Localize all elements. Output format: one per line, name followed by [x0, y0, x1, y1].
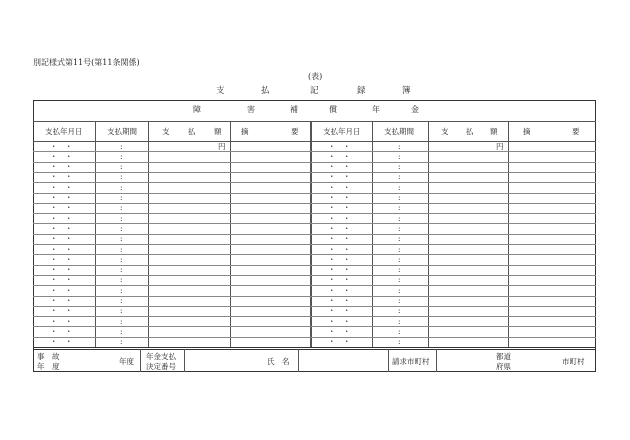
period-separator: :	[120, 193, 123, 202]
period-separator: :	[120, 316, 123, 326]
date-placeholder: ・ ・	[328, 182, 351, 192]
accident-year-label-bottom: 年 度	[37, 362, 60, 371]
date-placeholder: ・ ・	[328, 275, 351, 285]
date-placeholder: ・ ・	[50, 203, 73, 213]
col-header-amount-left-3: 額	[214, 127, 222, 136]
date-placeholder: ・ ・	[328, 193, 351, 202]
grid-line	[33, 234, 596, 235]
col-header-period-right: 支払期間	[384, 127, 414, 136]
date-placeholder: ・ ・	[50, 275, 73, 285]
year-suffix: 年度	[119, 357, 134, 366]
date-placeholder: ・ ・	[328, 285, 351, 295]
yen-unit: 円	[218, 141, 226, 151]
date-placeholder: ・ ・	[328, 337, 351, 347]
grid-line	[33, 203, 596, 204]
municipality-label: 請求市町村	[392, 357, 430, 366]
period-separator: :	[120, 162, 123, 172]
date-placeholder: ・ ・	[328, 141, 351, 151]
banner-char-5: 年	[372, 105, 380, 114]
period-separator: :	[120, 182, 123, 192]
period-separator: :	[398, 213, 401, 223]
grid-line	[33, 244, 596, 245]
grid-line	[33, 162, 596, 163]
title-char-1: 支	[216, 86, 225, 96]
date-placeholder: ・ ・	[328, 316, 351, 326]
grid-line	[436, 349, 437, 372]
period-separator: :	[398, 296, 401, 305]
date-placeholder: ・ ・	[50, 193, 73, 202]
period-separator: :	[120, 337, 123, 347]
period-separator: :	[398, 337, 401, 347]
title-char-3: 記	[310, 86, 319, 96]
period-separator: :	[398, 244, 401, 254]
date-placeholder: ・ ・	[328, 234, 351, 244]
date-placeholder: ・ ・	[50, 254, 73, 264]
date-placeholder: ・ ・	[50, 182, 73, 192]
date-placeholder: ・ ・	[328, 296, 351, 305]
form-number: 別記様式第11号(第11条関係)	[33, 58, 140, 67]
grid-line	[33, 223, 596, 224]
pension-number-label-top: 年金支払	[146, 352, 176, 361]
grid-line	[298, 349, 299, 372]
date-placeholder: ・ ・	[50, 285, 73, 295]
period-separator: :	[398, 234, 401, 244]
date-placeholder: ・ ・	[50, 326, 73, 336]
prefecture-label-bottom: 府県	[496, 362, 511, 371]
grid-line	[33, 306, 596, 307]
period-separator: :	[120, 151, 123, 161]
col-header-amount-left-2: 払	[188, 127, 196, 136]
date-placeholder: ・ ・	[328, 162, 351, 172]
period-separator: :	[120, 223, 123, 233]
col-header-amount-right-2: 払	[466, 127, 474, 136]
banner-char-1: 障	[193, 105, 201, 114]
period-separator: :	[398, 182, 401, 192]
title-char-5: 簿	[402, 86, 411, 96]
period-separator: :	[398, 172, 401, 182]
date-placeholder: ・ ・	[50, 265, 73, 275]
period-separator: :	[398, 162, 401, 172]
period-separator: :	[398, 326, 401, 336]
grid-line	[33, 275, 596, 276]
pension-number-label-bottom: 決定番号	[146, 362, 176, 371]
date-placeholder: ・ ・	[50, 223, 73, 233]
name-label: 氏 名	[267, 357, 290, 366]
col-header-remarks-right-2: 要	[572, 127, 580, 136]
grid-line	[388, 349, 389, 372]
grid-line	[140, 349, 141, 372]
prefecture-label-top: 都道	[496, 352, 511, 361]
col-header-amount-right-3: 額	[490, 127, 498, 136]
period-separator: :	[120, 213, 123, 223]
grid-line	[33, 193, 596, 194]
grid-line	[33, 285, 596, 286]
date-placeholder: ・ ・	[50, 162, 73, 172]
grid-line	[33, 141, 596, 142]
date-placeholder: ・ ・	[328, 326, 351, 336]
date-placeholder: ・ ・	[50, 213, 73, 223]
date-placeholder: ・ ・	[328, 306, 351, 316]
period-separator: :	[398, 285, 401, 295]
banner-char-2: 害	[247, 105, 255, 114]
period-separator: :	[120, 275, 123, 285]
date-placeholder: ・ ・	[50, 172, 73, 182]
grid-line	[33, 182, 596, 183]
period-separator: :	[120, 296, 123, 305]
grid-line	[33, 296, 596, 297]
title-char-4: 録	[357, 86, 366, 96]
col-header-remarks-left-1: 摘	[241, 127, 249, 136]
period-separator: :	[120, 172, 123, 182]
banner-char-3: 補	[290, 105, 298, 114]
grid-line	[33, 254, 596, 255]
period-separator: :	[398, 265, 401, 275]
date-placeholder: ・ ・	[50, 306, 73, 316]
date-placeholder: ・ ・	[328, 213, 351, 223]
date-placeholder: ・ ・	[50, 244, 73, 254]
col-header-amount-right-1: 支	[441, 127, 449, 136]
period-separator: :	[398, 306, 401, 316]
grid-line	[33, 121, 596, 122]
col-header-remarks-right-1: 摘	[523, 127, 531, 136]
period-separator: :	[398, 203, 401, 213]
period-separator: :	[398, 223, 401, 233]
date-placeholder: ・ ・	[328, 151, 351, 161]
period-separator: :	[120, 244, 123, 254]
period-separator: :	[120, 265, 123, 275]
banner-char-6: 金	[411, 105, 419, 114]
banner-char-4: 償	[329, 105, 337, 114]
grid-line	[33, 316, 596, 317]
col-header-date-left: 支払年月日	[45, 127, 83, 136]
period-separator: :	[120, 203, 123, 213]
grid-line	[33, 326, 596, 327]
period-separator: :	[120, 285, 123, 295]
period-separator: :	[398, 141, 401, 151]
grid-line	[184, 349, 185, 372]
period-separator: :	[120, 141, 123, 151]
date-placeholder: ・ ・	[50, 141, 73, 151]
period-separator: :	[398, 275, 401, 285]
grid-line	[33, 151, 596, 152]
title-char-2: 払	[261, 86, 270, 96]
period-separator: :	[398, 151, 401, 161]
date-placeholder: ・ ・	[328, 265, 351, 275]
date-placeholder: ・ ・	[50, 296, 73, 305]
side-label: (表)	[308, 72, 323, 81]
col-header-date-right: 支払年月日	[323, 127, 361, 136]
col-header-period-left: 支払期間	[107, 127, 137, 136]
date-placeholder: ・ ・	[50, 316, 73, 326]
date-placeholder: ・ ・	[328, 172, 351, 182]
period-separator: :	[120, 306, 123, 316]
grid-line	[33, 337, 596, 338]
period-separator: :	[120, 326, 123, 336]
date-placeholder: ・ ・	[50, 234, 73, 244]
period-separator: :	[398, 316, 401, 326]
period-separator: :	[398, 193, 401, 202]
grid-line	[33, 265, 596, 266]
period-separator: :	[120, 234, 123, 244]
date-placeholder: ・ ・	[328, 203, 351, 213]
period-separator: :	[398, 254, 401, 264]
yen-unit: 円	[496, 141, 504, 151]
grid-line	[33, 213, 596, 214]
col-header-amount-left-1: 支	[162, 127, 170, 136]
accident-year-label-top: 事 故	[37, 352, 60, 361]
city-suffix: 市町村	[562, 357, 585, 366]
grid-line	[33, 172, 596, 173]
date-placeholder: ・ ・	[50, 337, 73, 347]
grid-line	[33, 347, 596, 350]
col-header-remarks-left-2: 要	[291, 127, 299, 136]
date-placeholder: ・ ・	[328, 254, 351, 264]
period-separator: :	[120, 254, 123, 264]
date-placeholder: ・ ・	[328, 244, 351, 254]
date-placeholder: ・ ・	[50, 151, 73, 161]
date-placeholder: ・ ・	[328, 223, 351, 233]
